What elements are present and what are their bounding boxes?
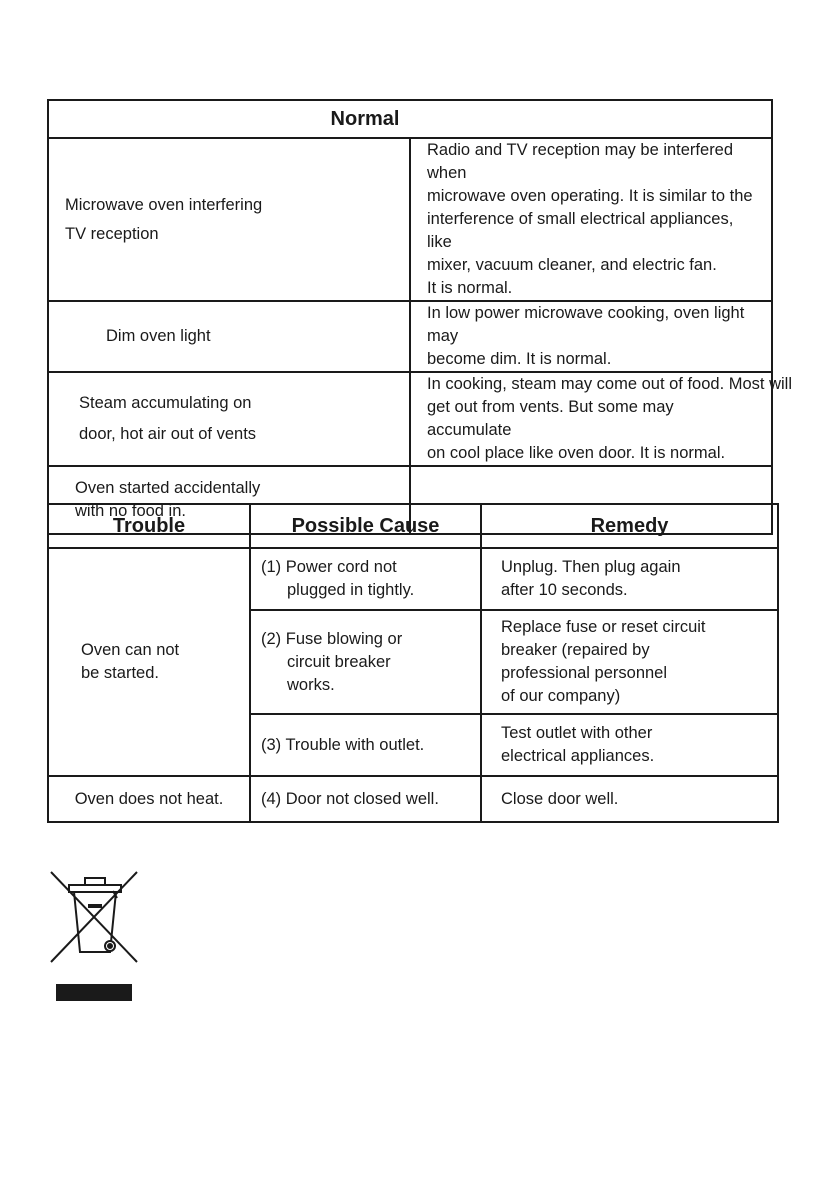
normal-table	[47, 99, 792, 535]
description-text: become dim. It is normal.	[427, 350, 612, 368]
cause-text: (2) Fuse blowing or	[261, 629, 403, 648]
symptom-text: Oven started accidentally	[75, 479, 261, 497]
symptom-text: TV reception	[65, 224, 159, 243]
description-text: In low power microwave cooking, oven light may	[427, 304, 745, 345]
normal-header: Normal	[48, 100, 772, 138]
symptom-text: door, hot air out of vents	[79, 425, 257, 443]
symptom-text: Microwave oven interfering	[65, 195, 263, 214]
description-text: on cool place like oven door. It is normal.	[427, 444, 726, 462]
description-text: It is normal.	[427, 279, 513, 297]
remedy-cell	[481, 548, 778, 610]
trouble-table	[47, 503, 779, 823]
trouble-text: be started.	[81, 664, 159, 682]
symptom-cell	[48, 138, 410, 301]
remedy-text: Replace fuse or reset circuit	[501, 618, 706, 636]
description-cell	[410, 301, 772, 372]
table-row	[48, 776, 778, 822]
cause-cell	[250, 610, 481, 714]
normal-row	[48, 138, 772, 301]
description-text: Radio and TV reception may be interfered when	[427, 141, 734, 182]
remedy-text: electrical appliances.	[501, 747, 655, 765]
remedy-text: Unplug. Then plug again	[501, 558, 681, 576]
header-trouble: Trouble	[48, 504, 250, 548]
remedy-text: Test outlet with other	[501, 724, 653, 742]
remedy-text: of our company)	[501, 687, 621, 705]
remedy-text: professional personnel	[501, 664, 668, 682]
cause-text: plugged in tightly.	[287, 581, 415, 599]
description-cell	[410, 138, 772, 301]
symptom-cell	[48, 301, 410, 372]
description-cell	[410, 372, 792, 466]
symptom-text: with no food in.	[75, 502, 186, 520]
normal-row	[48, 301, 772, 372]
trouble-cell	[48, 548, 250, 776]
cause-text: (1) Power cord not	[261, 558, 397, 576]
trouble-text: Oven can not	[81, 641, 180, 659]
description-text: microwave oven operating. It is similar to the	[427, 187, 753, 205]
header-possible-cause: Possible Cause	[250, 504, 481, 548]
header-remedy: Remedy	[481, 504, 778, 548]
remedy-text: Close door well.	[501, 789, 619, 808]
remedy-text: breaker (repaired by	[501, 641, 650, 659]
table-row	[48, 548, 778, 610]
remedy-text: after 10 seconds.	[501, 581, 628, 599]
description-text: mixer, vacuum cleaner, and electric fan.	[427, 256, 717, 274]
symptom-text: Steam accumulating on	[79, 394, 252, 412]
cause-cell	[250, 714, 481, 776]
normal-row	[48, 372, 772, 466]
cause-text: (3) Trouble with outlet.	[261, 735, 425, 754]
cause-cell	[250, 776, 481, 822]
remedy-cell	[481, 714, 778, 776]
cause-text: works.	[287, 675, 335, 694]
symptom-text: Dim oven light	[106, 327, 211, 345]
description-text: get out from vents. But some may accumulate	[427, 398, 674, 439]
description-text: interference of small electrical appliances, like	[427, 210, 734, 251]
cause-text: (4) Door not closed well.	[261, 789, 439, 808]
cause-text: circuit breaker	[287, 652, 391, 671]
remedy-cell	[481, 776, 778, 822]
trouble-cell: Oven does not heat.	[48, 776, 250, 822]
crossed-out-wheelie-bin-icon	[47, 866, 143, 1004]
symptom-cell	[48, 372, 410, 466]
remedy-cell	[481, 610, 778, 714]
cause-cell	[250, 548, 481, 610]
description-text: In cooking, steam may come out of food. Most will	[427, 375, 792, 393]
